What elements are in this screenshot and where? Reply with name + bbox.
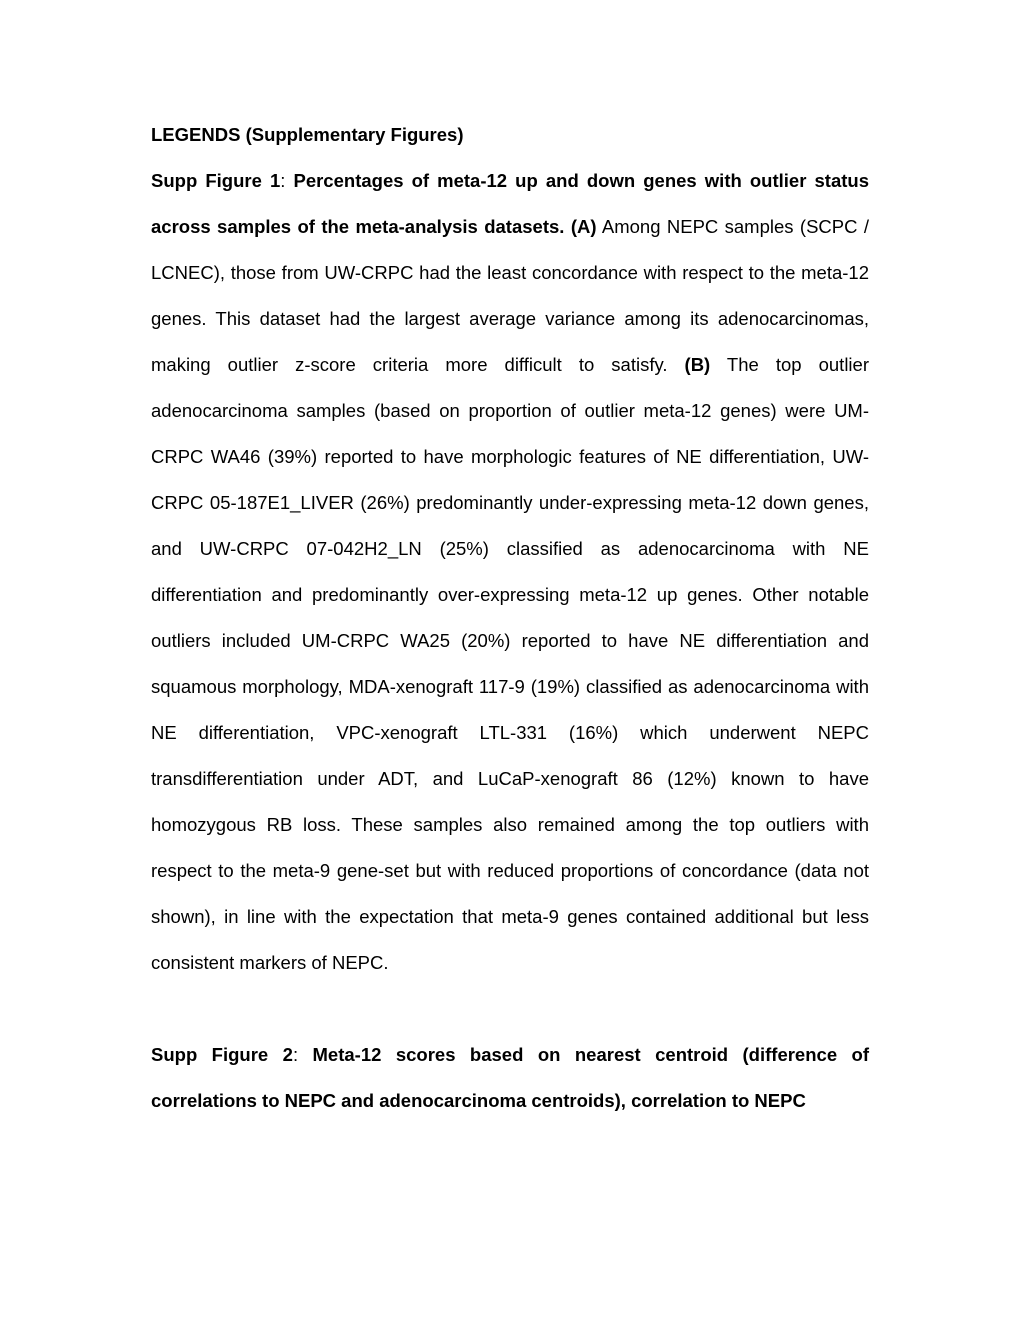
document-page [151,112,869,1124]
supp-figure-1-colon: : [280,170,294,191]
supp-figure-1-label: Supp Figure 1 [151,170,281,191]
supp-figure-2-title: Meta-12 scores based on nearest centroid (difference of correlations to NEPC and adenocarcinoma centroids), correlation to NEPC [151,1044,869,1111]
supp-figure-2-label: Supp Figure 2 [151,1044,293,1065]
supp-figure-1-title: Percentages of meta-12 up and down genes with outlier status across samples of the meta-analysis datasets. [151,170,869,237]
supp-figure-2-colon: : [292,1044,313,1065]
supp-figure-1-legend [151,158,869,986]
supp-figure-2-legend [151,1032,869,1124]
legends-heading: LEGENDS (Supplementary Figures) [151,124,464,145]
part-a-marker: (A) [570,216,597,237]
part-b-text: The top outlier adenocarcinoma samples (based on proportion of outlier meta-12 genes) were UM-CRPC WA46 (39%) reported to have morphologic features of NE differentiation, UW-CRPC 05-187E1_LIVER (26%) predominantly under-expressing meta-12 down genes, and UW-CRPC 07-042H2_LN (25%) classified as adenocarcinoma with NE differentiation and predominantly over-expressing meta-12 up genes. Other notable outliers included UM-CRPC WA25 (20%) reported to have NE differentiation and squamous morphology, MDA-xenograft 117-9 (19%) classified as adenocarcinoma with NE differentiation, VPC-xenograft LTL-331 (16%) which underwent NEPC transdifferentiation under ADT, and LuCaP-xenograft 86 (12%) known to have homozygous RB loss. These samples also remained among the top outliers with respect to the meta-9 gene-set but with reduced proportions of concordance (data not shown), in line with the expectation that meta-9 genes contained additional but less consistent markers of NEPC. [151,354,869,973]
part-b-marker: (B) [684,354,711,375]
part-a-text: Among NEPC samples (SCPC / LCNEC), those from UW-CRPC had the least concordance with respect to the meta-12 genes. This dataset had the largest average variance among its adenocarcinomas, making outlier z-score criteria more difficult to satisfy. [151,216,870,375]
